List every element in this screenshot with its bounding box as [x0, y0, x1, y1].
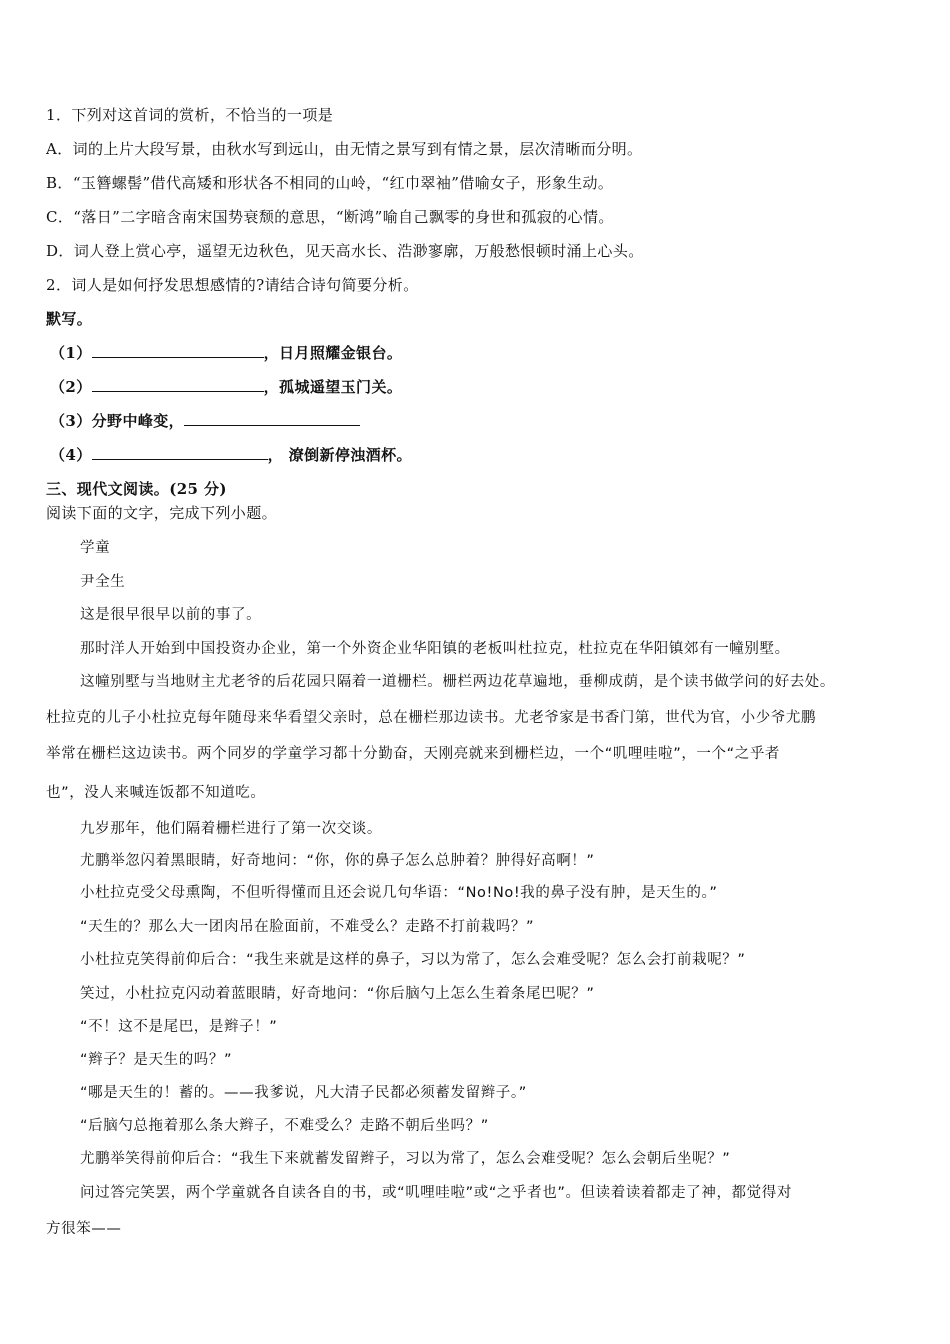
- story-paragraph: 尤鹏举笑得前仰后合：“我生下来就蓄发留辫子，习以为常了，怎么会难受呢？怎么会朝后坐呢？”: [80, 1151, 731, 1167]
- fill-blank[interactable]: [184, 411, 360, 426]
- story-paragraph: 笑过，小杜拉克闪动着蓝眼睛，好奇地问：“你后脑勺上怎么生着条尾巴呢？”: [80, 986, 595, 1002]
- story-paragraph: “不！这不是尾巴，是辫子！”: [80, 1019, 278, 1035]
- story-paragraph: “辫子？是天生的吗？”: [80, 1052, 233, 1068]
- dictation-item-2: [50, 376, 402, 397]
- section-heading: 三、现代文阅读。(25 分): [46, 480, 227, 498]
- dictation-item-3: [50, 410, 360, 431]
- fill-blank[interactable]: [92, 445, 268, 460]
- dictation-item-number: （1）: [50, 344, 92, 362]
- dictation-item-text: ， 潦倒新停浊酒杯。: [267, 446, 412, 464]
- option-c: C．“落日”二字暗含南宋国势衰颓的意思，“断鸿”喻自己飘零的身世和孤寂的心情。: [46, 208, 614, 226]
- dictation-item-number: （4）: [50, 446, 92, 464]
- story-author: 尹全生: [80, 574, 126, 590]
- story-paragraph: 小杜拉克受父母熏陶，不但听得懂而且还会说几句华语：“No!No!我的鼻子没有肿，是天生的。”: [80, 885, 718, 901]
- story-paragraph: 这是很早很早以前的事了。: [80, 607, 262, 623]
- fill-blank[interactable]: [92, 343, 264, 358]
- story-paragraph: 那时洋人开始到中国投资办企业，第一个外资企业华阳镇的老板叫杜拉克，杜拉克在华阳镇郊有一幢别墅。: [80, 641, 790, 657]
- option-b: B．“玉簪螺髻”借代高矮和形状各不相同的山岭，“红巾翠袖”借喻女子，形象生动。: [46, 174, 614, 192]
- story-paragraph: “天生的？那么大一团肉吊在脸面前，不难受么？走路不打前栽吗？”: [80, 919, 535, 935]
- question-1: 1．下列对这首词的赏析，不恰当的一项是: [46, 106, 334, 124]
- fill-blank[interactable]: [92, 377, 264, 392]
- section-instruction: 阅读下面的文字，完成下列小题。: [46, 504, 278, 522]
- story-title: 学童: [80, 540, 111, 556]
- dictation-item-text: ，孤城遥望玉门关。: [263, 378, 403, 396]
- dictation-item-1: [50, 342, 402, 363]
- option-a: A．词的上片大段写景，由秋水写到远山，由无情之景写到有情之景，层次清晰而分明。: [46, 140, 643, 158]
- story-paragraph: 也”，没人来喊连饭都不知道吃。: [46, 785, 266, 801]
- dictation-item-number: （3）: [50, 412, 92, 430]
- story-paragraph: 方很笨——: [46, 1221, 122, 1237]
- story-paragraph: 小杜拉克笑得前仰后合：“我生来就是这样的鼻子，习以为常了，怎么会难受呢？怎么会打前栽呢？”: [80, 952, 746, 968]
- dictation-item-number: （2）: [50, 378, 92, 396]
- dictation-item-text: 分野中峰变，: [91, 412, 185, 430]
- story-paragraph: 杜拉克的儿子小杜拉克每年随母来华看望父亲时，总在栅栏那边读书。尤老爷家是书香门第，世代为官，小少爷尤鹏: [46, 710, 817, 726]
- story-paragraph: 举常在栅栏这边读书。两个同岁的学童学习都十分勤奋，天刚亮就来到栅栏边，一个“叽哩哇啦”，一个“之乎者: [46, 746, 781, 762]
- dictation-heading: 默写。: [46, 310, 93, 328]
- dictation-item-text: ，日月照耀金银台。: [263, 344, 403, 362]
- dictation-item-4: [50, 444, 412, 465]
- story-paragraph: 问过答完笑罢，两个学童就各自读各自的书，或“叽哩哇啦”或“之乎者也”。但读着读着都走了神，都觉得对: [80, 1185, 792, 1201]
- story-paragraph: “后脑勺总拖着那么条大辫子，不难受么？走路不朝后坐吗？”: [80, 1118, 489, 1134]
- story-paragraph: “哪是天生的！蓄的。——我爹说，凡大清子民都必须蓄发留辫子。”: [80, 1085, 527, 1101]
- story-paragraph: 这幢别墅与当地财主尤老爷的后花园只隔着一道栅栏。栅栏两边花草遍地，垂柳成荫，是个读书做学问的好去处。: [80, 674, 835, 690]
- option-d: D．词人登上赏心亭，遥望无边秋色，见天高水长、浩渺寥廓，万般愁恨顿时涌上心头。: [46, 242, 644, 260]
- question-2: 2．词人是如何抒发思想感情的?请结合诗句简要分析。: [46, 276, 419, 294]
- story-paragraph: 九岁那年，他们隔着栅栏进行了第一次交谈。: [80, 821, 382, 837]
- story-paragraph: 尤鹏举忽闪着黑眼睛，好奇地问：“你，你的鼻子怎么总肿着？肿得好高啊！”: [80, 853, 595, 869]
